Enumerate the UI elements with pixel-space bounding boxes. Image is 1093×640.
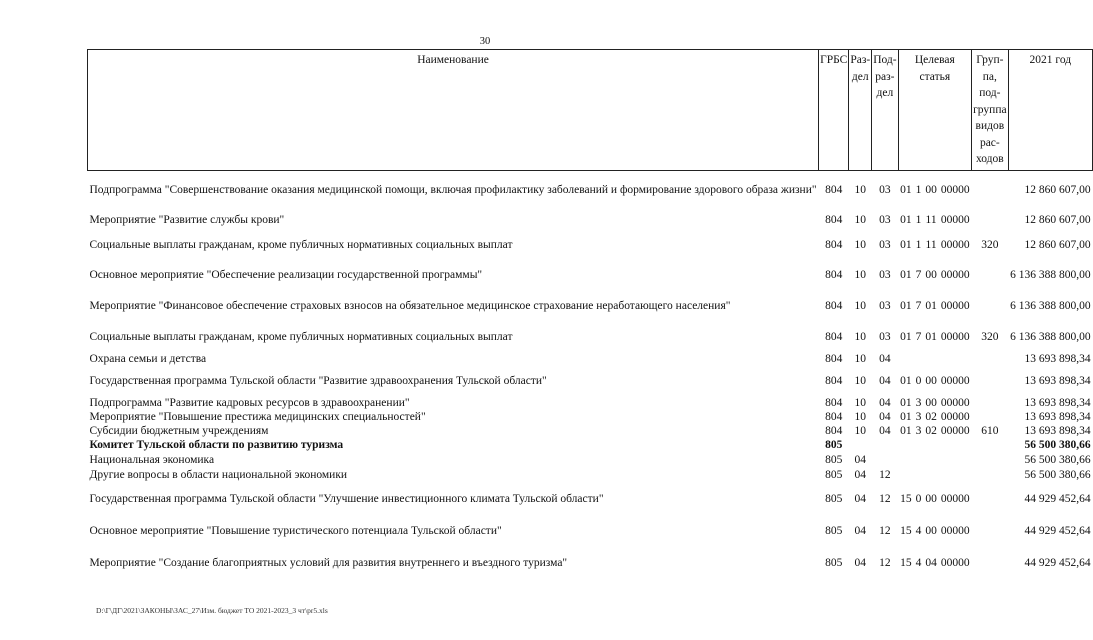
row-expense-group [972, 211, 1008, 229]
row-grbs: 804 [825, 396, 843, 409]
row-target-subprogram: 4 [915, 525, 922, 537]
table-row [88, 367, 1093, 396]
row-target-event [923, 351, 939, 367]
row-target-subprogram: 1 [915, 184, 922, 197]
row-expense-group [972, 483, 1008, 515]
header-year: 2021 год [1008, 50, 1093, 171]
row-name: Мероприятие "Создание благоприятных условий для развития внутреннего и въездного туризма" [89, 556, 568, 569]
row-podrazdel: 04 [879, 424, 891, 437]
row-name: Другие вопросы в области национальной экономики [89, 469, 348, 481]
row-grbs: 804 [825, 299, 843, 312]
row-target-program [898, 453, 914, 468]
row-podrazdel: 04 [879, 375, 891, 387]
row-podrazdel [872, 453, 898, 468]
row-target-subprogram: 7 [915, 268, 922, 281]
row-podrazdel: 12 [879, 469, 891, 481]
table-row [88, 515, 1093, 548]
row-razdel: 04 [854, 492, 866, 505]
row-amount: 6 136 388 800,00 [1010, 268, 1091, 281]
row-target-program: 01 [900, 410, 912, 423]
header-name: Наименование [88, 50, 819, 171]
row-amount: 44 929 452,64 [1024, 556, 1091, 569]
row-target-direction [939, 468, 972, 483]
row-razdel: 10 [854, 396, 866, 409]
row-razdel: 04 [854, 454, 866, 466]
row-razdel [849, 438, 872, 453]
row-target-subprogram [914, 468, 924, 483]
row-target-event: 00 [925, 375, 937, 387]
header-group: Груп- па, под- группа видов рас- ходов [972, 50, 1008, 171]
row-podrazdel: 12 [879, 556, 891, 569]
row-amount: 13 693 898,34 [1024, 424, 1091, 437]
row-target-program [898, 438, 914, 453]
row-razdel: 10 [854, 424, 866, 437]
row-target-direction: 00000 [940, 375, 970, 387]
row-target-program: 01 [900, 375, 912, 387]
row-target-direction: 00000 [940, 396, 970, 409]
row-target-direction: 00000 [940, 410, 970, 423]
row-name: Мероприятие "Повышение престижа медицинских специальностей" [89, 410, 426, 423]
row-name: Основное мероприятие "Обеспечение реализации государственной программы" [89, 268, 483, 281]
row-target-direction: 00000 [940, 492, 970, 505]
row-target-event: 11 [925, 238, 937, 251]
row-razdel: 10 [854, 375, 866, 387]
row-expense-group [972, 170, 1008, 211]
row-amount: 12 860 607,00 [1024, 213, 1091, 226]
row-expense-group [972, 367, 1008, 396]
row-amount: 12 860 607,00 [1024, 238, 1091, 251]
row-target-program [898, 468, 914, 483]
row-target-direction: 00000 [940, 184, 970, 197]
table-row [88, 396, 1093, 410]
row-target-event [923, 438, 939, 453]
row-razdel: 10 [854, 410, 866, 423]
row-name: Основное мероприятие "Повышение туристического потенциала Тульской области" [89, 525, 502, 537]
row-amount: 13 693 898,34 [1024, 396, 1091, 409]
row-target-subprogram [914, 351, 924, 367]
row-expense-group [972, 261, 1008, 289]
row-target-program: 01 [900, 268, 912, 281]
row-name: Национальная экономика [89, 454, 215, 466]
row-expense-group [972, 438, 1008, 453]
row-name: Подпрограмма "Совершенствование оказания медицинской помощи, включая профилактику заболеваний и формирование здорового образа жизни" [89, 184, 817, 197]
row-target-program: 01 [900, 396, 912, 409]
row-target-program: 15 [900, 556, 912, 569]
row-razdel: 10 [854, 352, 866, 365]
row-grbs: 805 [825, 556, 843, 569]
budget-table [87, 49, 1093, 578]
row-expense-group [972, 396, 1008, 410]
row-grbs: 804 [825, 375, 843, 387]
row-target-program: 15 [900, 525, 912, 537]
row-amount: 44 929 452,64 [1024, 525, 1091, 537]
header-razdel: Раз- дел [849, 50, 872, 171]
table-row [88, 548, 1093, 578]
row-target-subprogram [914, 438, 924, 453]
row-podrazdel: 04 [879, 352, 891, 365]
header-podrazdel: Под- раз- дел [872, 50, 898, 171]
row-grbs: 804 [825, 184, 843, 197]
row-target-subprogram: 3 [915, 410, 922, 423]
row-amount: 6 136 388 800,00 [1010, 330, 1091, 343]
header-target: Целевая статья [898, 50, 972, 171]
row-amount: 44 929 452,64 [1024, 492, 1091, 505]
row-target-direction: 00000 [940, 238, 970, 251]
row-grbs: 805 [825, 492, 843, 505]
row-name: Подпрограмма "Развитие кадровых ресурсов в здравоохранении" [89, 396, 410, 409]
row-expense-group [972, 548, 1008, 578]
row-razdel: 10 [854, 268, 866, 281]
row-target-program [898, 351, 914, 367]
row-target-subprogram: 0 [915, 375, 922, 387]
row-podrazdel: 12 [879, 525, 891, 537]
row-name: Охрана семьи и детства [89, 352, 207, 365]
row-target-subprogram: 1 [915, 213, 922, 226]
table-header [88, 50, 1093, 171]
row-expense-group: 610 [981, 424, 999, 437]
row-amount: 13 693 898,34 [1024, 410, 1091, 423]
row-podrazdel: 03 [879, 184, 891, 197]
row-podrazdel: 03 [879, 213, 891, 226]
row-target-event: 00 [925, 525, 937, 537]
table-row [88, 483, 1093, 515]
table-row [88, 211, 1093, 229]
row-grbs: 805 [825, 454, 843, 466]
row-target-program: 01 [900, 184, 912, 197]
row-grbs: 804 [825, 410, 843, 423]
row-target-event [923, 453, 939, 468]
table-row [88, 410, 1093, 424]
table-row [88, 453, 1093, 468]
row-podrazdel [872, 438, 898, 453]
row-name: Комитет Тульской области по развитию туризма [89, 439, 344, 451]
row-name: Социальные выплаты гражданам, кроме публичных нормативных социальных выплат [89, 330, 513, 343]
row-expense-group [972, 410, 1008, 424]
row-amount: 56 500 380,66 [1024, 439, 1091, 451]
row-target-program: 01 [900, 299, 912, 312]
row-podrazdel: 03 [879, 238, 891, 251]
row-razdel: 10 [854, 238, 866, 251]
row-podrazdel: 12 [879, 492, 891, 505]
row-target-event: 00 [925, 268, 937, 281]
row-expense-group: 320 [981, 330, 999, 343]
row-target-direction: 00000 [940, 330, 970, 343]
row-target-subprogram: 3 [915, 396, 922, 409]
row-target-event: 00 [925, 184, 937, 197]
table-row [88, 438, 1093, 453]
file-path-footer: D:\Г\ДГ\2021\ЗАКОНЫ\ЗАС_27\Изм. бюджет ТО 2021-2023_3 чт\pr5.xls [96, 606, 328, 615]
row-expense-group [972, 468, 1008, 483]
row-grbs: 804 [825, 352, 843, 365]
row-grbs: 805 [825, 439, 843, 451]
table-row [88, 468, 1093, 483]
row-target-event: 00 [925, 492, 937, 505]
row-name: Государственная программа Тульской области "Развитие здравоохранения Тульской области" [89, 375, 547, 387]
row-amount: 56 500 380,66 [1024, 469, 1091, 481]
row-target-direction: 00000 [940, 525, 970, 537]
row-target-subprogram: 3 [915, 424, 922, 437]
row-name: Социальные выплаты гражданам, кроме публичных нормативных социальных выплат [89, 238, 513, 251]
row-name: Государственная программа Тульской области "Улучшение инвестиционного климата Тульской области" [89, 492, 604, 505]
row-razdel: 04 [854, 469, 866, 481]
row-amount: 13 693 898,34 [1024, 375, 1091, 387]
row-podrazdel: 04 [879, 410, 891, 423]
row-target-program: 01 [900, 330, 912, 343]
row-podrazdel: 03 [879, 268, 891, 281]
row-target-event: 01 [925, 299, 937, 312]
row-podrazdel: 03 [879, 330, 891, 343]
row-amount: 13 693 898,34 [1024, 352, 1091, 365]
row-razdel: 10 [854, 299, 866, 312]
row-target-event: 02 [925, 410, 937, 423]
row-grbs: 804 [825, 213, 843, 226]
row-target-subprogram: 1 [915, 238, 922, 251]
row-name: Мероприятие "Развитие службы крови" [89, 213, 285, 226]
row-target-event: 02 [925, 424, 937, 437]
row-target-program: 15 [900, 492, 912, 505]
row-target-event: 00 [925, 396, 937, 409]
row-amount: 56 500 380,66 [1024, 454, 1091, 466]
row-target-program: 01 [900, 238, 912, 251]
row-target-direction: 00000 [940, 424, 970, 437]
row-razdel: 10 [854, 184, 866, 197]
row-grbs: 804 [825, 268, 843, 281]
row-razdel: 04 [854, 525, 866, 537]
row-target-subprogram: 7 [915, 299, 922, 312]
row-target-direction: 00000 [940, 213, 970, 226]
row-target-subprogram: 7 [915, 330, 922, 343]
row-podrazdel: 04 [879, 396, 891, 409]
row-grbs: 804 [825, 424, 843, 437]
row-name: Субсидии бюджетным учреждениям [89, 424, 269, 437]
table-row [88, 289, 1093, 323]
row-target-direction: 00000 [940, 299, 970, 312]
row-target-direction: 00000 [940, 268, 970, 281]
row-grbs: 804 [825, 238, 843, 251]
row-target-event: 11 [925, 213, 937, 226]
row-target-program: 01 [900, 424, 912, 437]
row-podrazdel: 03 [879, 299, 891, 312]
table-row [88, 170, 1093, 211]
row-target-subprogram: 4 [915, 556, 922, 569]
row-target-program: 01 [900, 213, 912, 226]
row-expense-group: 320 [981, 238, 999, 251]
row-target-event: 04 [925, 556, 937, 569]
row-expense-group [972, 453, 1008, 468]
row-grbs: 805 [825, 525, 843, 537]
page-number: 30 [479, 36, 491, 47]
row-razdel: 04 [854, 556, 866, 569]
row-target-subprogram [914, 453, 924, 468]
row-target-event: 01 [925, 330, 937, 343]
row-amount: 6 136 388 800,00 [1010, 299, 1091, 312]
header-grbs: ГРБС [819, 50, 849, 171]
row-target-direction: 00000 [940, 556, 970, 569]
table-row [88, 424, 1093, 438]
row-name: Мероприятие "Финансовое обеспечение страховых взносов на обязательное медицинское страхование неработающего населения" [89, 299, 731, 312]
row-grbs: 804 [825, 330, 843, 343]
row-razdel: 10 [854, 330, 866, 343]
row-amount: 12 860 607,00 [1024, 184, 1091, 197]
row-expense-group [972, 515, 1008, 548]
row-target-direction [939, 453, 972, 468]
table-row [88, 351, 1093, 367]
row-expense-group [972, 351, 1008, 367]
table-body [88, 170, 1093, 578]
row-target-event [923, 468, 939, 483]
row-target-direction [939, 438, 972, 453]
row-razdel: 10 [854, 213, 866, 226]
row-target-subprogram: 0 [915, 492, 922, 505]
row-expense-group [972, 289, 1008, 323]
table-row [88, 261, 1093, 289]
row-target-direction [939, 351, 972, 367]
row-grbs: 805 [825, 469, 843, 481]
table-row [88, 323, 1093, 351]
table-row [88, 229, 1093, 261]
